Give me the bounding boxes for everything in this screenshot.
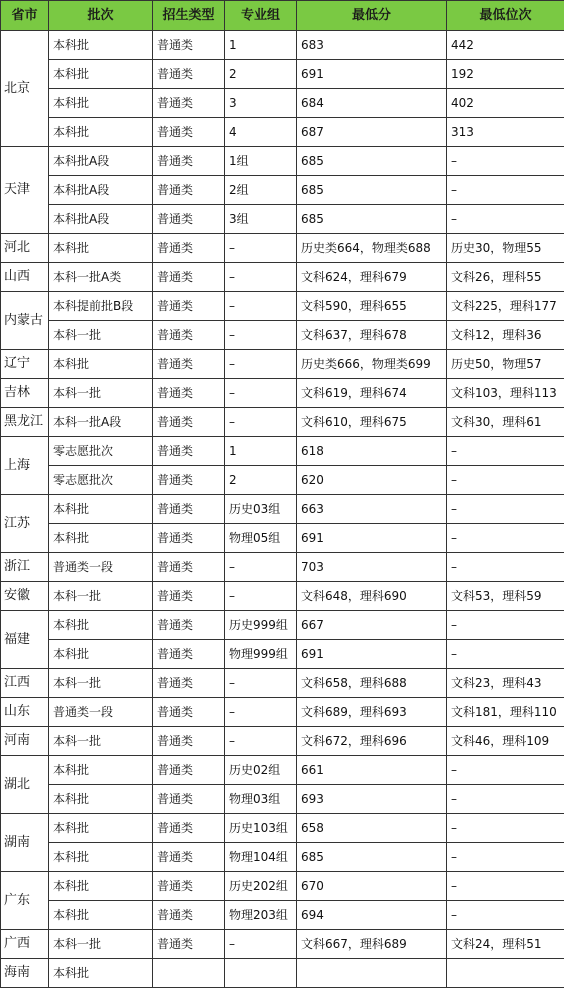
min-score-cell: 文科667，理科689 [297, 930, 447, 959]
batch-cell: 本科批 [49, 234, 153, 263]
batch-cell: 本科批 [49, 524, 153, 553]
min-score-cell: 文科689，理科693 [297, 698, 447, 727]
table-row [1, 263, 564, 292]
min-score-cell: 历史类664，物理类688 [297, 234, 447, 263]
min-score-cell: 694 [297, 901, 447, 930]
major-group-cell: 物理03组 [225, 785, 297, 814]
batch-cell: 本科批 [49, 640, 153, 669]
major-group-cell: – [225, 698, 297, 727]
batch-cell: 本科提前批B段 [49, 292, 153, 321]
province-cell: 江苏 [1, 495, 49, 553]
batch-cell: 本科一批 [49, 321, 153, 350]
province-cell: 河北 [1, 234, 49, 263]
batch-cell: 本科批 [49, 60, 153, 89]
table-row [1, 321, 564, 350]
min-score-cell: 文科658，理科688 [297, 669, 447, 698]
major-group-cell: – [225, 408, 297, 437]
admission-type-cell: 普通类 [153, 495, 225, 524]
batch-cell: 本科批 [49, 118, 153, 147]
batch-cell: 本科批 [49, 611, 153, 640]
min-score-cell: 691 [297, 60, 447, 89]
min-score-cell: 文科672，理科696 [297, 727, 447, 756]
province-cell: 安徽 [1, 582, 49, 611]
major-group-cell: 历史103组 [225, 814, 297, 843]
admission-type-cell: 普通类 [153, 553, 225, 582]
major-group-cell: 物理05组 [225, 524, 297, 553]
major-group-cell: 物理999组 [225, 640, 297, 669]
province-cell: 广东 [1, 872, 49, 930]
province-cell: 福建 [1, 611, 49, 669]
admission-type-cell: 普通类 [153, 437, 225, 466]
table-row [1, 60, 564, 89]
batch-cell: 普通类一段 [49, 553, 153, 582]
batch-cell: 本科一批 [49, 379, 153, 408]
admission-type-cell: 普通类 [153, 321, 225, 350]
major-group-cell [225, 959, 297, 988]
province-cell: 吉林 [1, 379, 49, 408]
admission-type-cell: 普通类 [153, 756, 225, 785]
min-rank-cell: – [447, 147, 564, 176]
batch-cell: 本科批 [49, 495, 153, 524]
min-rank-cell [447, 959, 564, 988]
min-rank-cell: 442 [447, 31, 564, 60]
batch-cell: 普通类一段 [49, 698, 153, 727]
admission-type-cell: 普通类 [153, 698, 225, 727]
min-rank-cell: 文科53，理科59 [447, 582, 564, 611]
admission-type-cell: 普通类 [153, 379, 225, 408]
table-row [1, 814, 564, 843]
min-rank-cell: 313 [447, 118, 564, 147]
min-rank-cell: 文科103，理科113 [447, 379, 564, 408]
table-row [1, 118, 564, 147]
table-row [1, 408, 564, 437]
min-score-cell: 683 [297, 31, 447, 60]
admission-type-cell: 普通类 [153, 263, 225, 292]
table-row [1, 466, 564, 495]
major-group-cell: – [225, 321, 297, 350]
min-rank-cell: 文科26，理科55 [447, 263, 564, 292]
admission-type-cell: 普通类 [153, 640, 225, 669]
major-group-cell: – [225, 234, 297, 263]
min-score-cell: 文科590，理科655 [297, 292, 447, 321]
batch-cell: 本科批A段 [49, 147, 153, 176]
major-group-cell: 物理203组 [225, 901, 297, 930]
admission-type-cell: 普通类 [153, 582, 225, 611]
min-rank-cell: 历史30，物理55 [447, 234, 564, 263]
admission-type-cell: 普通类 [153, 901, 225, 930]
admission-type-cell: 普通类 [153, 205, 225, 234]
admission-type-cell: 普通类 [153, 930, 225, 959]
admission-type-cell: 普通类 [153, 350, 225, 379]
province-cell: 黑龙江 [1, 408, 49, 437]
table-row [1, 930, 564, 959]
min-rank-cell: – [447, 553, 564, 582]
batch-cell: 本科批 [49, 350, 153, 379]
min-rank-cell: – [447, 205, 564, 234]
major-group-cell: 2 [225, 466, 297, 495]
batch-cell: 本科批 [49, 756, 153, 785]
table-row [1, 89, 564, 118]
min-rank-cell: 文科12，理科36 [447, 321, 564, 350]
table-row [1, 205, 564, 234]
admission-type-cell: 普通类 [153, 843, 225, 872]
min-rank-cell: – [447, 611, 564, 640]
table-row [1, 959, 564, 988]
batch-cell: 本科批 [49, 89, 153, 118]
batch-cell: 本科一批 [49, 582, 153, 611]
major-group-cell: 1 [225, 437, 297, 466]
major-group-cell: 1组 [225, 147, 297, 176]
province-cell: 天津 [1, 147, 49, 234]
admission-type-cell: 普通类 [153, 524, 225, 553]
batch-cell: 本科批 [49, 785, 153, 814]
min-score-cell: 693 [297, 785, 447, 814]
min-rank-cell: 文科225，理科177 [447, 292, 564, 321]
major-group-cell: 2组 [225, 176, 297, 205]
table-row [1, 31, 564, 60]
table-row [1, 292, 564, 321]
batch-cell: 本科一批 [49, 930, 153, 959]
min-rank-cell: 文科24，理科51 [447, 930, 564, 959]
min-score-cell: 685 [297, 843, 447, 872]
batch-cell: 本科批 [49, 843, 153, 872]
province-cell: 北京 [1, 31, 49, 147]
batch-cell: 本科批 [49, 814, 153, 843]
major-group-cell: – [225, 553, 297, 582]
table-body [1, 31, 564, 988]
min-score-cell: 658 [297, 814, 447, 843]
province-cell: 辽宁 [1, 350, 49, 379]
province-cell: 河南 [1, 727, 49, 756]
min-score-cell: 667 [297, 611, 447, 640]
min-score-cell: 687 [297, 118, 447, 147]
min-score-cell: 691 [297, 640, 447, 669]
table-row [1, 611, 564, 640]
table-row [1, 901, 564, 930]
major-group-cell: – [225, 727, 297, 756]
table-row [1, 640, 564, 669]
min-score-cell: 文科637，理科678 [297, 321, 447, 350]
min-score-cell: 文科619，理科674 [297, 379, 447, 408]
min-score-cell: 685 [297, 205, 447, 234]
table-row [1, 785, 564, 814]
table-row [1, 872, 564, 901]
province-cell: 海南 [1, 959, 49, 988]
admission-type-cell: 普通类 [153, 234, 225, 263]
batch-cell: 零志愿批次 [49, 437, 153, 466]
admission-type-cell: 普通类 [153, 669, 225, 698]
admission-type-cell [153, 959, 225, 988]
min-rank-cell: – [447, 901, 564, 930]
table-row [1, 147, 564, 176]
admission-type-cell: 普通类 [153, 872, 225, 901]
min-score-cell: 文科648，理科690 [297, 582, 447, 611]
major-group-cell: 历史999组 [225, 611, 297, 640]
province-cell: 上海 [1, 437, 49, 495]
admission-type-cell: 普通类 [153, 176, 225, 205]
table-row [1, 669, 564, 698]
min-score-cell: 670 [297, 872, 447, 901]
min-score-cell: 661 [297, 756, 447, 785]
major-group-cell: – [225, 263, 297, 292]
admission-type-cell: 普通类 [153, 60, 225, 89]
major-group-cell: – [225, 292, 297, 321]
admission-type-cell: 普通类 [153, 408, 225, 437]
major-group-cell: 3 [225, 89, 297, 118]
min-score-cell [297, 959, 447, 988]
admission-type-cell: 普通类 [153, 785, 225, 814]
major-group-cell: 2 [225, 60, 297, 89]
batch-cell: 本科批 [49, 31, 153, 60]
min-score-cell: 文科624，理科679 [297, 263, 447, 292]
min-rank-cell: 文科181，理科110 [447, 698, 564, 727]
admission-type-cell: 普通类 [153, 89, 225, 118]
major-group-cell: 4 [225, 118, 297, 147]
province-cell: 内蒙古 [1, 292, 49, 350]
admission-type-cell: 普通类 [153, 466, 225, 495]
major-group-cell: 历史02组 [225, 756, 297, 785]
admission-type-cell: 普通类 [153, 292, 225, 321]
major-group-cell: 历史202组 [225, 872, 297, 901]
province-cell: 山西 [1, 263, 49, 292]
province-cell: 湖北 [1, 756, 49, 814]
header-province: 省市 [1, 1, 49, 31]
header-admission-type: 招生类型 [153, 1, 225, 31]
table-row [1, 437, 564, 466]
min-score-cell: 620 [297, 466, 447, 495]
table-header [1, 1, 564, 31]
table-row [1, 379, 564, 408]
province-cell: 湖南 [1, 814, 49, 872]
table-row [1, 756, 564, 785]
batch-cell: 本科一批 [49, 727, 153, 756]
min-score-cell: 703 [297, 553, 447, 582]
table-row [1, 553, 564, 582]
major-group-cell: – [225, 930, 297, 959]
admission-type-cell: 普通类 [153, 118, 225, 147]
table-row [1, 350, 564, 379]
min-score-cell: 691 [297, 524, 447, 553]
min-score-cell: 618 [297, 437, 447, 466]
header-min-score: 最低分 [297, 1, 447, 31]
min-rank-cell: 文科23，理科43 [447, 669, 564, 698]
header-batch: 批次 [49, 1, 153, 31]
min-rank-cell: – [447, 524, 564, 553]
min-score-cell: 685 [297, 176, 447, 205]
admission-type-cell: 普通类 [153, 31, 225, 60]
major-group-cell: – [225, 582, 297, 611]
min-rank-cell: 历史50，物理57 [447, 350, 564, 379]
table-row [1, 582, 564, 611]
header-min-rank: 最低位次 [447, 1, 564, 31]
batch-cell: 本科批 [49, 872, 153, 901]
admission-type-cell: 普通类 [153, 814, 225, 843]
batch-cell: 本科批 [49, 901, 153, 930]
min-rank-cell: 192 [447, 60, 564, 89]
min-rank-cell: 文科30，理科61 [447, 408, 564, 437]
min-rank-cell: – [447, 176, 564, 205]
batch-cell: 本科一批 [49, 669, 153, 698]
min-score-cell: 685 [297, 147, 447, 176]
batch-cell: 本科批A段 [49, 176, 153, 205]
major-group-cell: 3组 [225, 205, 297, 234]
admission-type-cell: 普通类 [153, 611, 225, 640]
batch-cell: 本科一批A类 [49, 263, 153, 292]
major-group-cell: – [225, 350, 297, 379]
min-rank-cell: – [447, 843, 564, 872]
table-row [1, 176, 564, 205]
min-rank-cell: – [447, 495, 564, 524]
province-cell: 浙江 [1, 553, 49, 582]
min-rank-cell: – [447, 640, 564, 669]
admission-type-cell: 普通类 [153, 727, 225, 756]
min-rank-cell: – [447, 437, 564, 466]
major-group-cell: – [225, 669, 297, 698]
min-score-cell: 文科610，理科675 [297, 408, 447, 437]
min-rank-cell: – [447, 814, 564, 843]
table-row [1, 495, 564, 524]
header-row [1, 1, 564, 31]
min-rank-cell: 402 [447, 89, 564, 118]
table-row [1, 524, 564, 553]
min-rank-cell: 文科46，理科109 [447, 727, 564, 756]
batch-cell: 本科一批A段 [49, 408, 153, 437]
major-group-cell: 物理104组 [225, 843, 297, 872]
table-row [1, 698, 564, 727]
min-score-cell: 663 [297, 495, 447, 524]
table-row [1, 843, 564, 872]
major-group-cell: 1 [225, 31, 297, 60]
min-score-cell: 684 [297, 89, 447, 118]
min-rank-cell: – [447, 756, 564, 785]
table-row [1, 234, 564, 263]
min-score-cell: 历史类666，物理类699 [297, 350, 447, 379]
major-group-cell: – [225, 379, 297, 408]
province-cell: 山东 [1, 698, 49, 727]
batch-cell: 零志愿批次 [49, 466, 153, 495]
admission-type-cell: 普通类 [153, 147, 225, 176]
major-group-cell: 历史03组 [225, 495, 297, 524]
province-cell: 江西 [1, 669, 49, 698]
min-rank-cell: – [447, 785, 564, 814]
province-cell: 广西 [1, 930, 49, 959]
min-rank-cell: – [447, 872, 564, 901]
batch-cell: 本科批 [49, 959, 153, 988]
batch-cell: 本科批A段 [49, 205, 153, 234]
header-major-group: 专业组 [225, 1, 297, 31]
table-row [1, 727, 564, 756]
min-rank-cell: – [447, 466, 564, 495]
